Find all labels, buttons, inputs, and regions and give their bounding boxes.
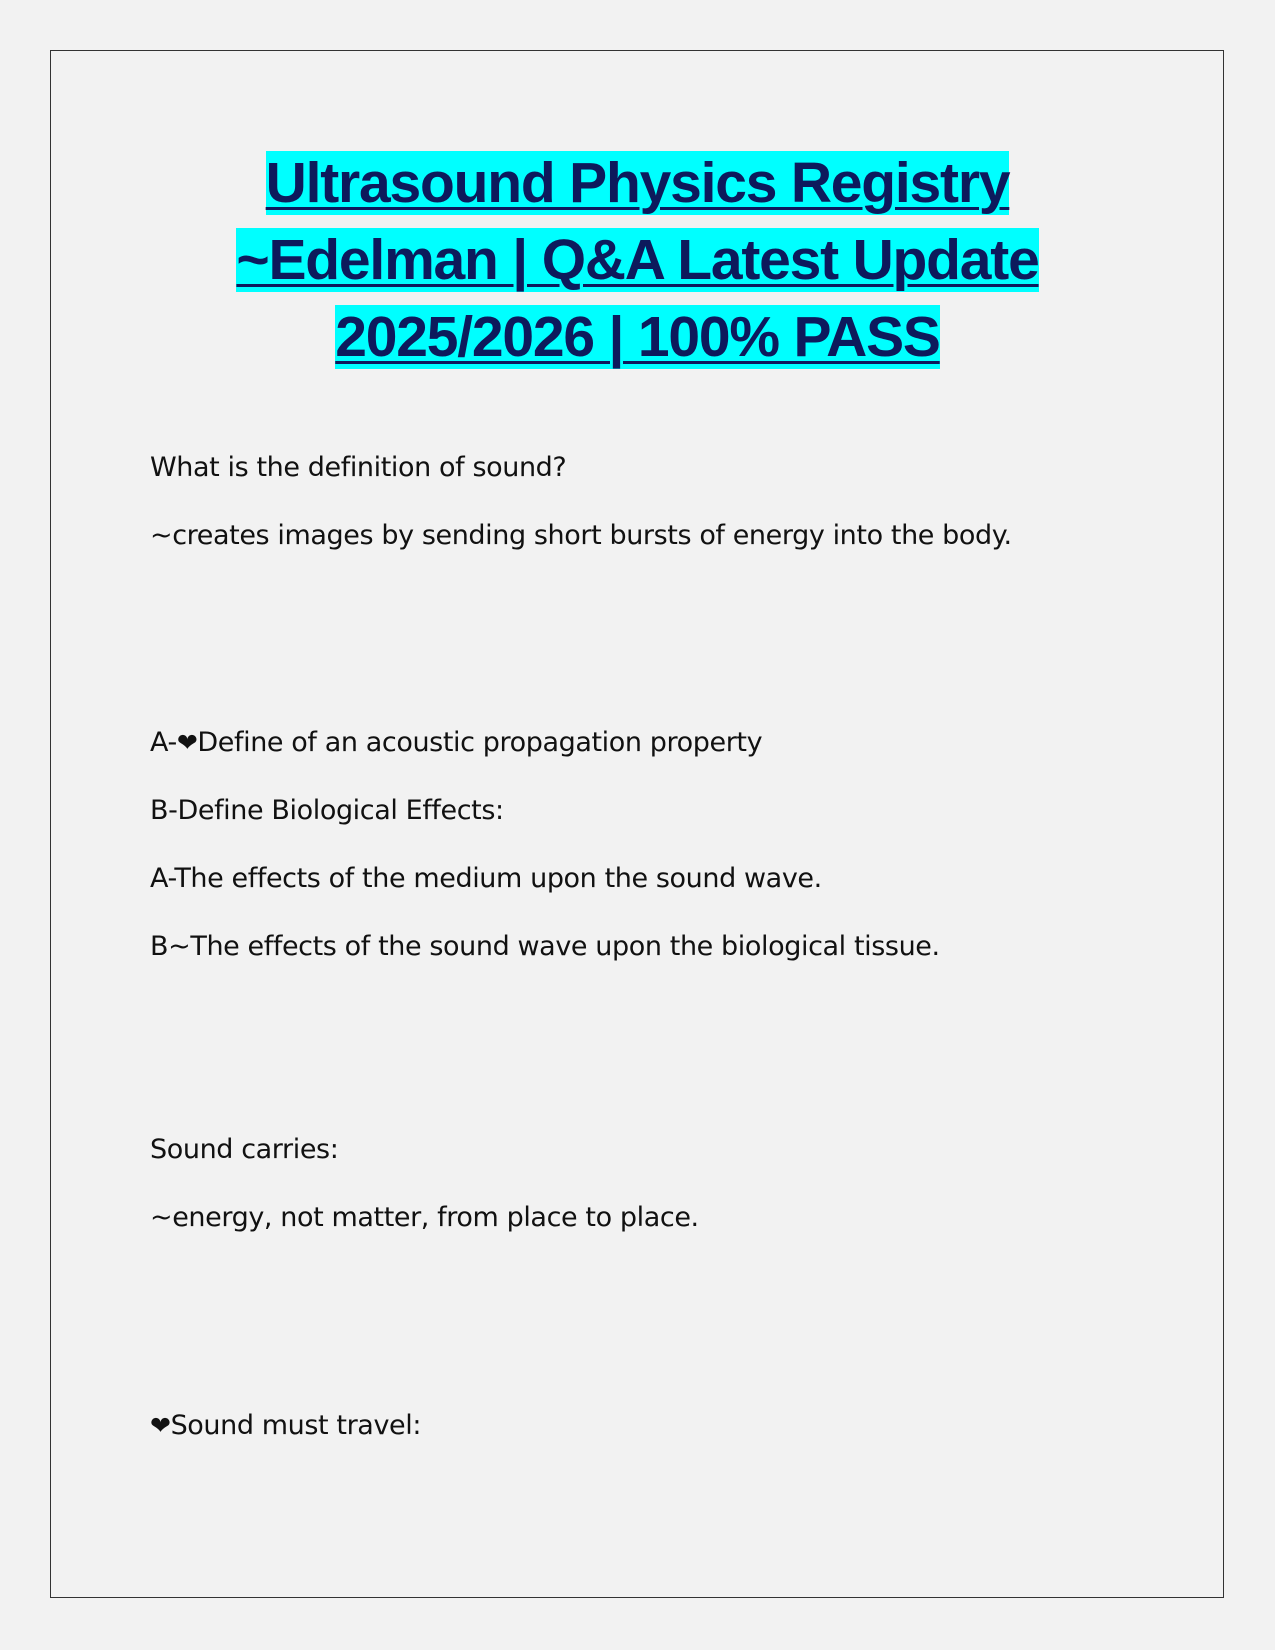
option-b: B-Define Biological Effects: [150,795,504,826]
answer-b: B~The effects of the sound wave upon the biological tissue. [150,931,940,962]
heart-icon: ❤ [176,728,198,757]
heart-icon: ❤ [150,1411,171,1440]
question-4-text: Sound must travel: [170,1410,422,1441]
answer-a: A-The effects of the medium upon the sound wave. [150,863,822,894]
title-line-3: 2025/2026 | 100% PASS [335,305,940,369]
title-line-2: ~Edelman | Q&A Latest Update [236,228,1039,292]
question-3: Sound carries: [150,1134,339,1165]
question-4 [150,1410,421,1441]
option-a [150,727,762,758]
option-a-prefix: A- [150,727,177,758]
page-title [150,145,1125,376]
title-line-1: Ultrasound Physics Registry [265,151,1010,215]
question-1: What is the definition of sound? [150,452,567,483]
option-a-text: Define of an acoustic propagation property [197,727,763,758]
answer-1: ~creates images by sending short bursts of energy into the body. [150,520,1012,551]
answer-3: ~energy, not matter, from place to place. [150,1202,699,1233]
